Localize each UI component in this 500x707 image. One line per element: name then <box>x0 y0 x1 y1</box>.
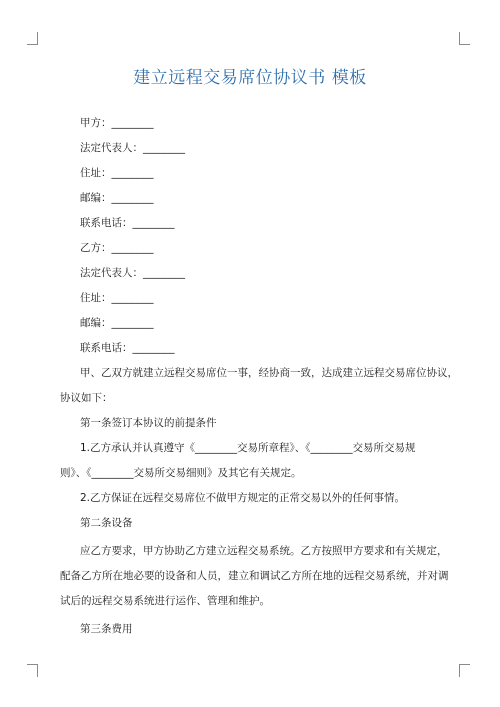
crop-mark-top-right <box>459 32 470 45</box>
field-party-b: 乙方：________ <box>80 242 154 254</box>
article-1-heading: 第一条签订本协议的前提条件 <box>80 417 217 429</box>
field-address-a: 住址：________ <box>80 167 154 179</box>
crop-mark-bottom-right <box>459 664 470 677</box>
article-2-line-2: 配备乙方所在地必要的设备和人员，建立和调试乙方所在地的远程交易系统，并对调 <box>60 570 449 582</box>
document-title: 建立远程交易席位协议书 模板 <box>133 68 367 88</box>
field-legal-rep-b: 法定代表人：________ <box>80 267 185 279</box>
field-address-b: 住址：________ <box>80 292 154 304</box>
article-2-line-3: 试后的远程交易系统进行运作、管理和维护。 <box>60 595 270 607</box>
crop-mark-bottom-left <box>27 664 38 677</box>
article-1-p1-line-1: 1.乙方承认并认真遵守《________交易所章程》、《________交易所交易规 <box>80 442 416 454</box>
article-1-p1-line-2: 则》、《________交易所交易细则》及其它有关规定。 <box>60 467 302 479</box>
field-phone-b: 联系电话：________ <box>80 342 175 354</box>
article-2-heading: 第二条设备 <box>80 517 133 529</box>
intro-line-2: 协议如下： <box>60 392 113 404</box>
article-3-heading: 第三条费用 <box>80 623 133 635</box>
field-postcode-a: 邮编：________ <box>80 192 154 204</box>
article-1-p2: 2.乙方保证在远程交易席位不做甲方规定的正常交易以外的任何事情。 <box>80 492 406 504</box>
field-phone-a: 联系电话：________ <box>80 217 175 229</box>
field-legal-rep-a: 法定代表人：________ <box>80 142 185 154</box>
article-2-line-1: 应乙方要求，甲方协助乙方建立远程交易系统。乙方按照甲方要求和有关规定， <box>80 545 448 557</box>
field-postcode-b: 邮编：________ <box>80 317 154 329</box>
intro-line-1: 甲、乙双方就建立远程交易席位一事，经协商一致，达成建立远程交易席位协议， <box>80 367 458 379</box>
field-party-a: 甲方：________ <box>80 117 154 129</box>
crop-mark-top-left <box>27 32 38 45</box>
